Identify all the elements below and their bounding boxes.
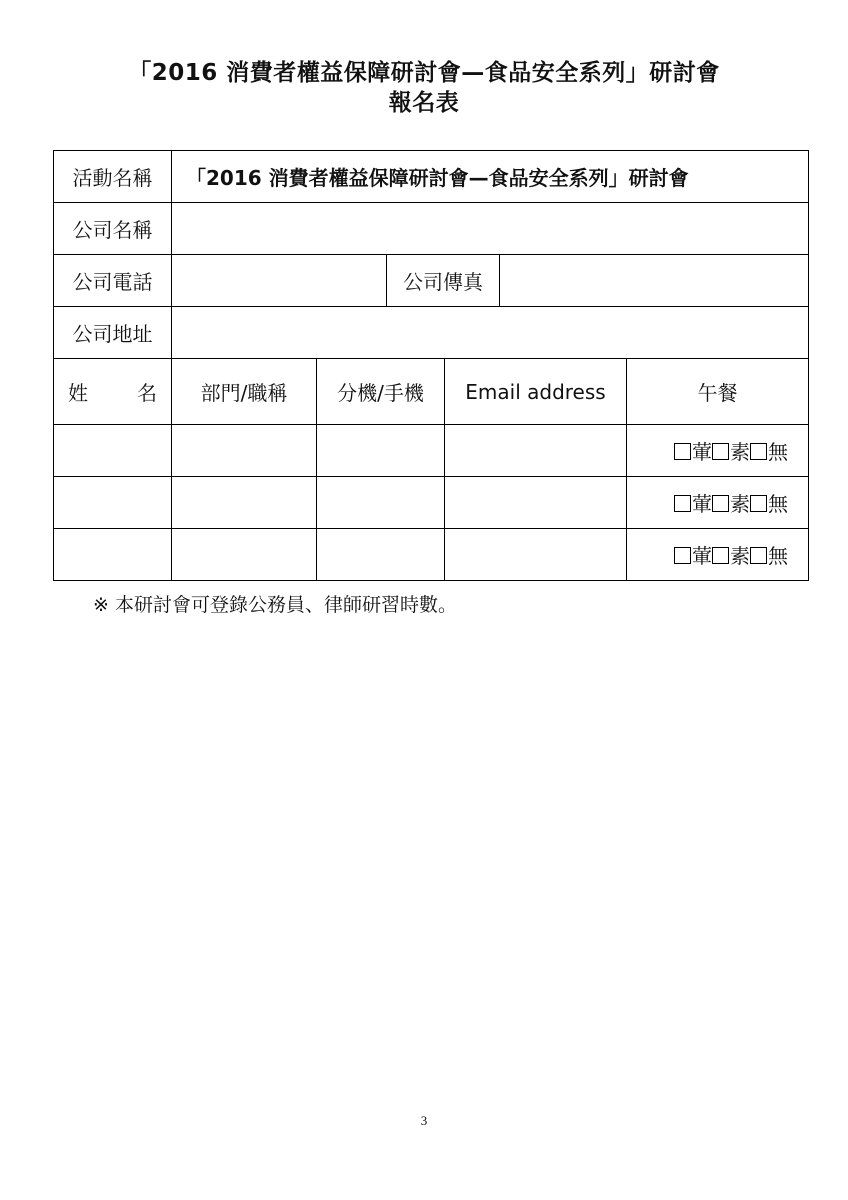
attendee-ext-field[interactable] (317, 425, 445, 477)
vegetarian-checkbox[interactable] (712, 443, 729, 460)
lunch-choice (627, 529, 809, 581)
attendee-name-field[interactable] (54, 529, 172, 581)
activity-label: 活動名稱 (54, 151, 172, 203)
form-title-line1: 「2016 消費者權益保障研討會—食品安全系列」研討會 (128, 60, 720, 86)
registration-table (53, 150, 809, 581)
meat-checkbox[interactable] (674, 443, 691, 460)
company-phone-label: 公司電話 (54, 255, 172, 307)
attendee-dept-field[interactable] (172, 529, 317, 581)
header-name: 姓 名 (54, 359, 172, 425)
header-ext-mobile: 分機/手機 (317, 359, 445, 425)
activity-row (54, 151, 809, 203)
meat-checkbox[interactable] (674, 495, 691, 512)
no-lunch-checkbox[interactable] (750, 547, 767, 564)
company-address-row (54, 307, 809, 359)
activity-value: 「2016 消費者權益保障研討會—食品安全系列」研討會 (172, 151, 809, 203)
note-text: ※ 本研討會可登錄公務員、律師研習時數。 (93, 594, 457, 616)
meat-checkbox[interactable] (674, 547, 691, 564)
form-title (0, 58, 848, 118)
header-lunch: 午餐 (627, 359, 809, 425)
attendee-email-field[interactable] (445, 477, 627, 529)
meat-option-label: 葷 (692, 440, 713, 464)
company-name-row (54, 203, 809, 255)
vegetarian-checkbox[interactable] (712, 495, 729, 512)
form-title-line2: 報名表 (388, 90, 460, 116)
company-name-label: 公司名稱 (54, 203, 172, 255)
attendee-email-field[interactable] (445, 425, 627, 477)
attendee-ext-field[interactable] (317, 529, 445, 581)
vegetarian-option-label: 素 (730, 492, 751, 516)
attendee-row (54, 477, 809, 529)
attendee-name-field[interactable] (54, 425, 172, 477)
header-email: Email address (445, 359, 627, 425)
no-lunch-option-label: 無 (768, 544, 789, 568)
company-address-field[interactable] (172, 307, 809, 359)
lunch-choice (627, 425, 809, 477)
attendee-email-field[interactable] (445, 529, 627, 581)
company-fax-field[interactable] (500, 255, 809, 307)
no-lunch-checkbox[interactable] (750, 495, 767, 512)
page-number: 3 (420, 1113, 428, 1128)
meat-option-label: 葷 (692, 492, 713, 516)
no-lunch-checkbox[interactable] (750, 443, 767, 460)
attendee-row (54, 529, 809, 581)
vegetarian-checkbox[interactable] (712, 547, 729, 564)
company-name-field[interactable] (172, 203, 809, 255)
header-dept-title: 部門/職稱 (172, 359, 317, 425)
attendee-dept-field[interactable] (172, 477, 317, 529)
attendee-ext-field[interactable] (317, 477, 445, 529)
company-phone-row (54, 255, 809, 307)
company-address-label: 公司地址 (54, 307, 172, 359)
no-lunch-option-label: 無 (768, 492, 789, 516)
attendee-name-field[interactable] (54, 477, 172, 529)
no-lunch-option-label: 無 (768, 440, 789, 464)
attendee-dept-field[interactable] (172, 425, 317, 477)
vegetarian-option-label: 素 (730, 440, 751, 464)
lunch-choice (627, 477, 809, 529)
attendee-row (54, 425, 809, 477)
attendee-header-row (54, 359, 809, 425)
vegetarian-option-label: 素 (730, 544, 751, 568)
company-phone-field[interactable] (172, 255, 387, 307)
company-fax-label: 公司傳真 (387, 255, 500, 307)
meat-option-label: 葷 (692, 544, 713, 568)
